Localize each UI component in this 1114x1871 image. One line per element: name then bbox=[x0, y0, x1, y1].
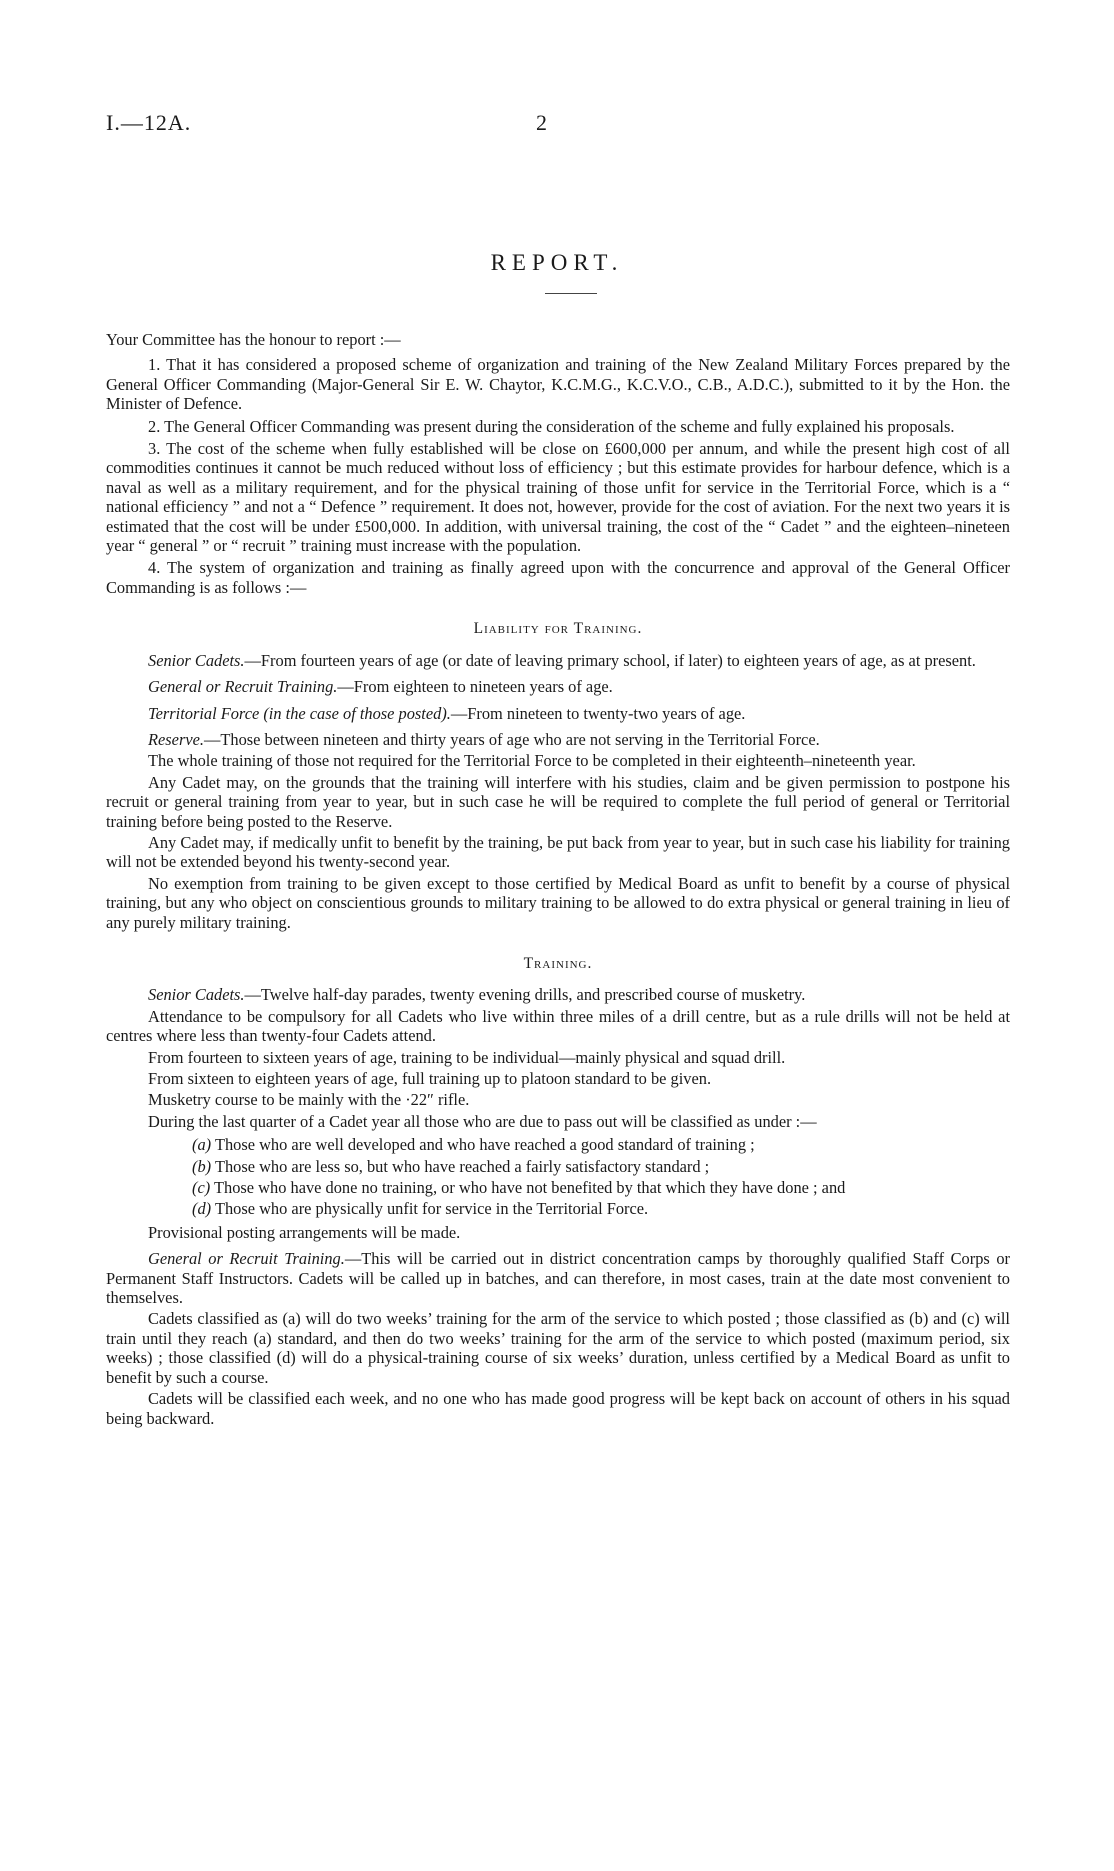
training-fourteen-sixteen: From fourteen to sixteen years of age, training to be individual—mainly physical and squad drill. bbox=[148, 1047, 786, 1067]
liability-medically-unfit: Any Cadet may, if medically unfit to benefit by the training, be put back from year to year, but in such case his liability for training will not be extended beyond his twenty-second year. bbox=[106, 832, 1010, 872]
classification-mark-c: (c) bbox=[192, 1178, 211, 1198]
liability-general bbox=[106, 677, 1010, 696]
liability-reserve-label: Reserve. bbox=[148, 729, 204, 749]
training-senior-text: —Twelve half-day parades, twenty evening drills, and prescribed course of musketry. bbox=[244, 985, 806, 1005]
intro-line: Your Committee has the honour to report :— bbox=[106, 330, 401, 349]
liability-whole-training: The whole training of those not required for the Territorial Force to be completed in their eighteenth–nineteenth year. bbox=[148, 751, 916, 771]
classification-item-d bbox=[192, 1199, 1010, 1218]
title-rule bbox=[545, 293, 597, 294]
paragraph-1: 1. That it has considered a proposed scheme of organization and training of the New Zealand Military Forces prepared by the General Officer Commanding (Major-General Sir E. W. Chaytor, K.C.M.G., K.C.V.O., C.B., A.D.C.), submitted to it by the Hon. the Minister of Defence. bbox=[106, 355, 1010, 414]
training-general-text: —This will be carried out in district concentration camps by thoroughly qualified Staff Corps or Permanent Staff Instructors. Cadets will be called up in batches, and can therefore, in most cases, train at the date most convenient to themselves. bbox=[106, 1249, 1010, 1308]
liability-territorial-text: —From nineteen to twenty-two years of age. bbox=[450, 703, 746, 723]
training-provisional: Provisional posting arrangements will be made. bbox=[148, 1222, 461, 1242]
liability-no-exemption: No exemption from training to be given except to those certified by Medical Board as unfit to benefit by a course of physical training, but any who object on conscientious grounds to military training to be allowed to do extra physical or general training in lieu of any purely military training. bbox=[106, 873, 1010, 932]
classification-text-c: Those who have done no training, or who have not benefited by that which they have done ; and bbox=[214, 1178, 846, 1198]
section-heading-training: Training. bbox=[523, 954, 593, 972]
document-reference: I.—12A. bbox=[106, 110, 192, 135]
liability-senior-text: —From fourteen years of age (or date of leaving primary school, if later) to eighteen years of age, as at present. bbox=[244, 650, 976, 670]
page-header bbox=[106, 110, 1010, 142]
training-general-recruit bbox=[106, 1249, 1010, 1307]
training-classified-cadets: Cadets classified as (a) will do two weeks’ training for the arm of the service to which posted ; those classified as (b) and (c) will train until they reach (a) standard, and then do two weeks’ training for the arm of the service to which posted (maximum period, six weeks) ; those classified (d) will do a physical-training course of six weeks’ duration, unless certified by a Medical Board as unfit to benefit by such a course. bbox=[106, 1309, 1010, 1387]
training-musketry: Musketry course to be mainly with the ·22″ rifle. bbox=[148, 1090, 470, 1110]
report-body bbox=[106, 330, 1010, 1428]
classification-item-a bbox=[192, 1135, 1010, 1154]
liability-senior-cadets bbox=[106, 651, 1010, 670]
classification-mark-b: (b) bbox=[192, 1156, 212, 1176]
classification-item-b bbox=[192, 1157, 1010, 1176]
liability-general-text: —From eighteen to nineteen years of age. bbox=[337, 677, 613, 697]
classification-text-a: Those who are well developed and who have reached a good standard of training ; bbox=[214, 1135, 755, 1155]
training-sixteen-eighteen: From sixteen to eighteen years of age, full training up to platoon standard to be given. bbox=[148, 1069, 712, 1088]
liability-territorial bbox=[106, 704, 1010, 723]
liability-general-label: General or Recruit Training. bbox=[148, 677, 338, 697]
training-attendance: Attendance to be compulsory for all Cadets who live within three miles of a drill centre, but as a rule drills will not be held at centres where less than twenty-four Cadets attend. bbox=[106, 1006, 1010, 1046]
classification-item-c bbox=[192, 1178, 1010, 1197]
paragraph-3: 3. The cost of the scheme when fully established will be close on £600,000 per annum, and while the present high cost of all commodities continues it cannot be much reduced without loss of efficiency ; but this estimate provides for harbour defence, which is a naval as well as a military requirement, and for the physical training of those unfit for service in the Territorial Force, which is a “ national efficiency ” and not a “ Defence ” requirement. It does not, however, provide for the cost of aviation. For the next two years it is estimated that the cost will be under £500,000. In addition, with universal training, the cost of the “ Cadet ” and the eighteen–nineteen year “ general ” or “ recruit ” training must increase with the population. bbox=[106, 439, 1010, 556]
page-number: 2 bbox=[536, 110, 547, 135]
liability-territorial-label: Territorial Force (in the case of those posted). bbox=[148, 703, 451, 723]
classification-mark-a: (a) bbox=[192, 1135, 212, 1155]
training-weekly-classification: Cadets will be classified each week, and no one who has made good progress will be kept back on account of others in his squad being backward. bbox=[106, 1389, 1010, 1428]
training-classification-intro: During the last quarter of a Cadet year all those who are due to pass out will be classified as under :— bbox=[148, 1111, 817, 1131]
paragraph-2: 2. The General Officer Commanding was present during the consideration of the scheme and fully explained his proposals. bbox=[148, 416, 955, 436]
training-senior-label: Senior Cadets. bbox=[148, 985, 245, 1005]
section-heading-liability: Liability for Training. bbox=[473, 620, 643, 638]
liability-reserve-text: —Those between nineteen and thirty years of age who are not serving in the Territorial Force. bbox=[203, 729, 820, 749]
classification-text-b: Those who are less so, but who have reached a fairly satisfactory standard ; bbox=[214, 1156, 710, 1176]
liability-senior-label: Senior Cadets. bbox=[148, 650, 245, 670]
classification-list bbox=[106, 1135, 1010, 1219]
liability-postpone: Any Cadet may, on the grounds that the training will interfere with his studies, claim and be given permission to postpone his recruit or general training from year to year, but in such case he will be required to complete the full period of general or Territorial training before being posted to the Reserve. bbox=[106, 772, 1010, 831]
report-title: REPORT. bbox=[490, 250, 624, 275]
paragraph-4: 4. The system of organization and training as finally agreed upon with the concurrence and approval of the General Officer Commanding is as follows :— bbox=[106, 558, 1010, 597]
training-senior-cadets bbox=[106, 985, 1010, 1004]
liability-reserve bbox=[106, 730, 1010, 749]
training-general-label: General or Recruit Training. bbox=[148, 1249, 345, 1269]
classification-text-d: Those who are physically unfit for service in the Territorial Force. bbox=[214, 1199, 649, 1219]
classification-mark-d: (d) bbox=[192, 1199, 212, 1219]
